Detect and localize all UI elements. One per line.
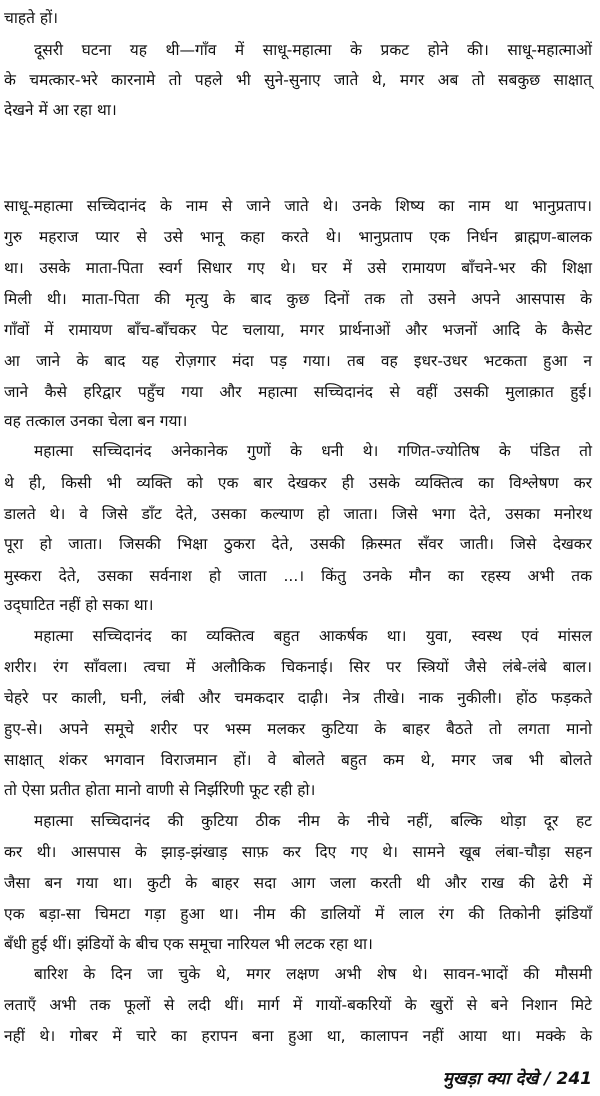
text-line: लताएँ अभी तक फूलों से लदी थीं। मार्ग में गायों-बकरियों के खुरों से बने निशान मिटे [4, 996, 592, 1014]
text-line: गाँवों में रामायण बाँच-बाँचकर पेट चलाया, मगर प्रार्थनाओं और भजनों आदि के कैसेट [4, 321, 592, 339]
text-line: थे ही, किसी भी व्यक्ति को एक बार देखकर ही उसके व्यक्तित्व का विश्लेषण कर [4, 474, 592, 492]
text-line: मिली थी। माता-पिता की मृत्यु के बाद कुछ दिनों तक तो उसने अपने आसपास के [4, 290, 592, 308]
text-line: कर थी। आसपास के झाड़-झंखाड़ साफ़ कर दिए गए थे। सामने खूब लंबा-चौड़ा सहन [4, 843, 592, 861]
text-line: जाने कैसे हरिद्वार पहुँच गया और महात्मा सच्चिदानंद से वहीं उसकी मुलाक़ात हुई। [4, 383, 592, 401]
text-line: महात्मा सच्चिदानंद अनेकानेक गुणों के धनी थे। गणित-ज्योतिष के पंडित तो [34, 442, 592, 460]
text-line: नहीं थे। गोबर में चारे का हरापन बना हुआ था, कालापन नहीं आया था। मक्के के [4, 1027, 592, 1045]
text-line: बँधी हुई थीं। झंडियों के बीच एक समूचा नारियल भी लटक रहा था। [4, 935, 373, 953]
text-line: साक्षात् शंकर भगवान विराजमान हों। वे बोलते बहुत कम थे, मगर जब भी बोलते [4, 751, 592, 769]
text-line: के चमत्कार-भरे कारनामे तो पहले भी सुने-सुनाए जाते थे, मगर अब तो सबकुछ साक्षात् [4, 71, 592, 89]
text-line: शरीर। रंग साँवला। त्वचा में अलौकिक चिकनाई। सिर पर स्त्रियों जैसे लंबे-लंबे बाल। [4, 658, 592, 676]
text-line: एक बड़ा-सा चिमटा गड़ा हुआ था। नीम की डालियों में लाल रंग की तिकोनी झंडियाँ [4, 905, 592, 923]
text-line: महात्मा सच्चिदानंद का व्यक्तित्व बहुत आकर्षक था। युवा, स्वस्थ एवं मांसल [34, 627, 592, 645]
text-line: मुस्करा देते, उसका सर्वनाश हो जाता ...। किंतु उनके मौन का रहस्य अभी तक [4, 567, 592, 585]
text-line: चेहरे पर काली, घनी, लंबी और चमकदार दाढ़ी। नेत्र तीखे। नाक नुकीली। होंठ फड़कते [4, 689, 592, 707]
text-line: देखने में आ रहा था। [4, 101, 117, 119]
text-line: गुरु महराज प्यार से उसे भानू कहा करते थे। भानुप्रताप एक निर्धन ब्राह्मण-बालक [4, 228, 592, 246]
text-line: चाहते हों। [4, 9, 58, 27]
text-line: आ जाने के बाद यह रोज़गार मंदा पड़ गया। तब वह इधर-उधर भटकता हुआ न [4, 352, 592, 370]
text-line: साधू-महात्मा सच्चिदानंद के नाम से जाने जाते थे। उनके शिष्य का नाम था भानुप्रताप। [4, 197, 592, 215]
text-line: महात्मा सच्चिदानंद की कुटिया ठीक नीम के नीचे नहीं, बल्कि थोड़ा दूर हट [34, 812, 592, 830]
text-line: डालते थे। वे जिसे डाँट देते, उसका कल्याण हो जाता। जिसे भगा देते, उसका मनोरथ [4, 505, 592, 523]
text-line: हुए-से। अपने समूचे शरीर पर भस्म मलकर कुटिया के बाहर बैठते तो लगता मानो [4, 720, 592, 738]
text-line: जैसा बन गया था। कुटी के बाहर सदा आग जला करती थी और राख की ढेरी में [4, 874, 592, 892]
text-line: उद्‌घाटित नहीं हो सका था। [4, 596, 154, 614]
text-line: वह तत्काल उनका चेला बन गया। [4, 412, 188, 430]
text-line: दूसरी घटना यह थी—गाँव में साधू-महात्मा के प्रकट होने की। साधू-महात्माओं [34, 41, 592, 59]
text-line: पूरा हो जाता। जिसकी भिक्षा ठुकरा देते, उसकी क़िस्मत सँवर जाती। जिसे देखकर [4, 535, 592, 553]
page-footer: मुखड़ा क्या देखे / 241 [442, 1069, 592, 1089]
text-line: था। उसके माता-पिता स्वर्ग सिधार गए थे। घर में उसे रामायण बाँचने-भर की शिक्षा [4, 259, 592, 277]
text-line: तो ऐसा प्रतीत होता मानो वाणी से निर्झरिणी फूट रही हो। [4, 781, 316, 799]
text-line: बारिश के दिन जा चुके थे, मगर लक्षण अभी शेष थे। सावन-भादों की मौसमी [34, 965, 592, 983]
